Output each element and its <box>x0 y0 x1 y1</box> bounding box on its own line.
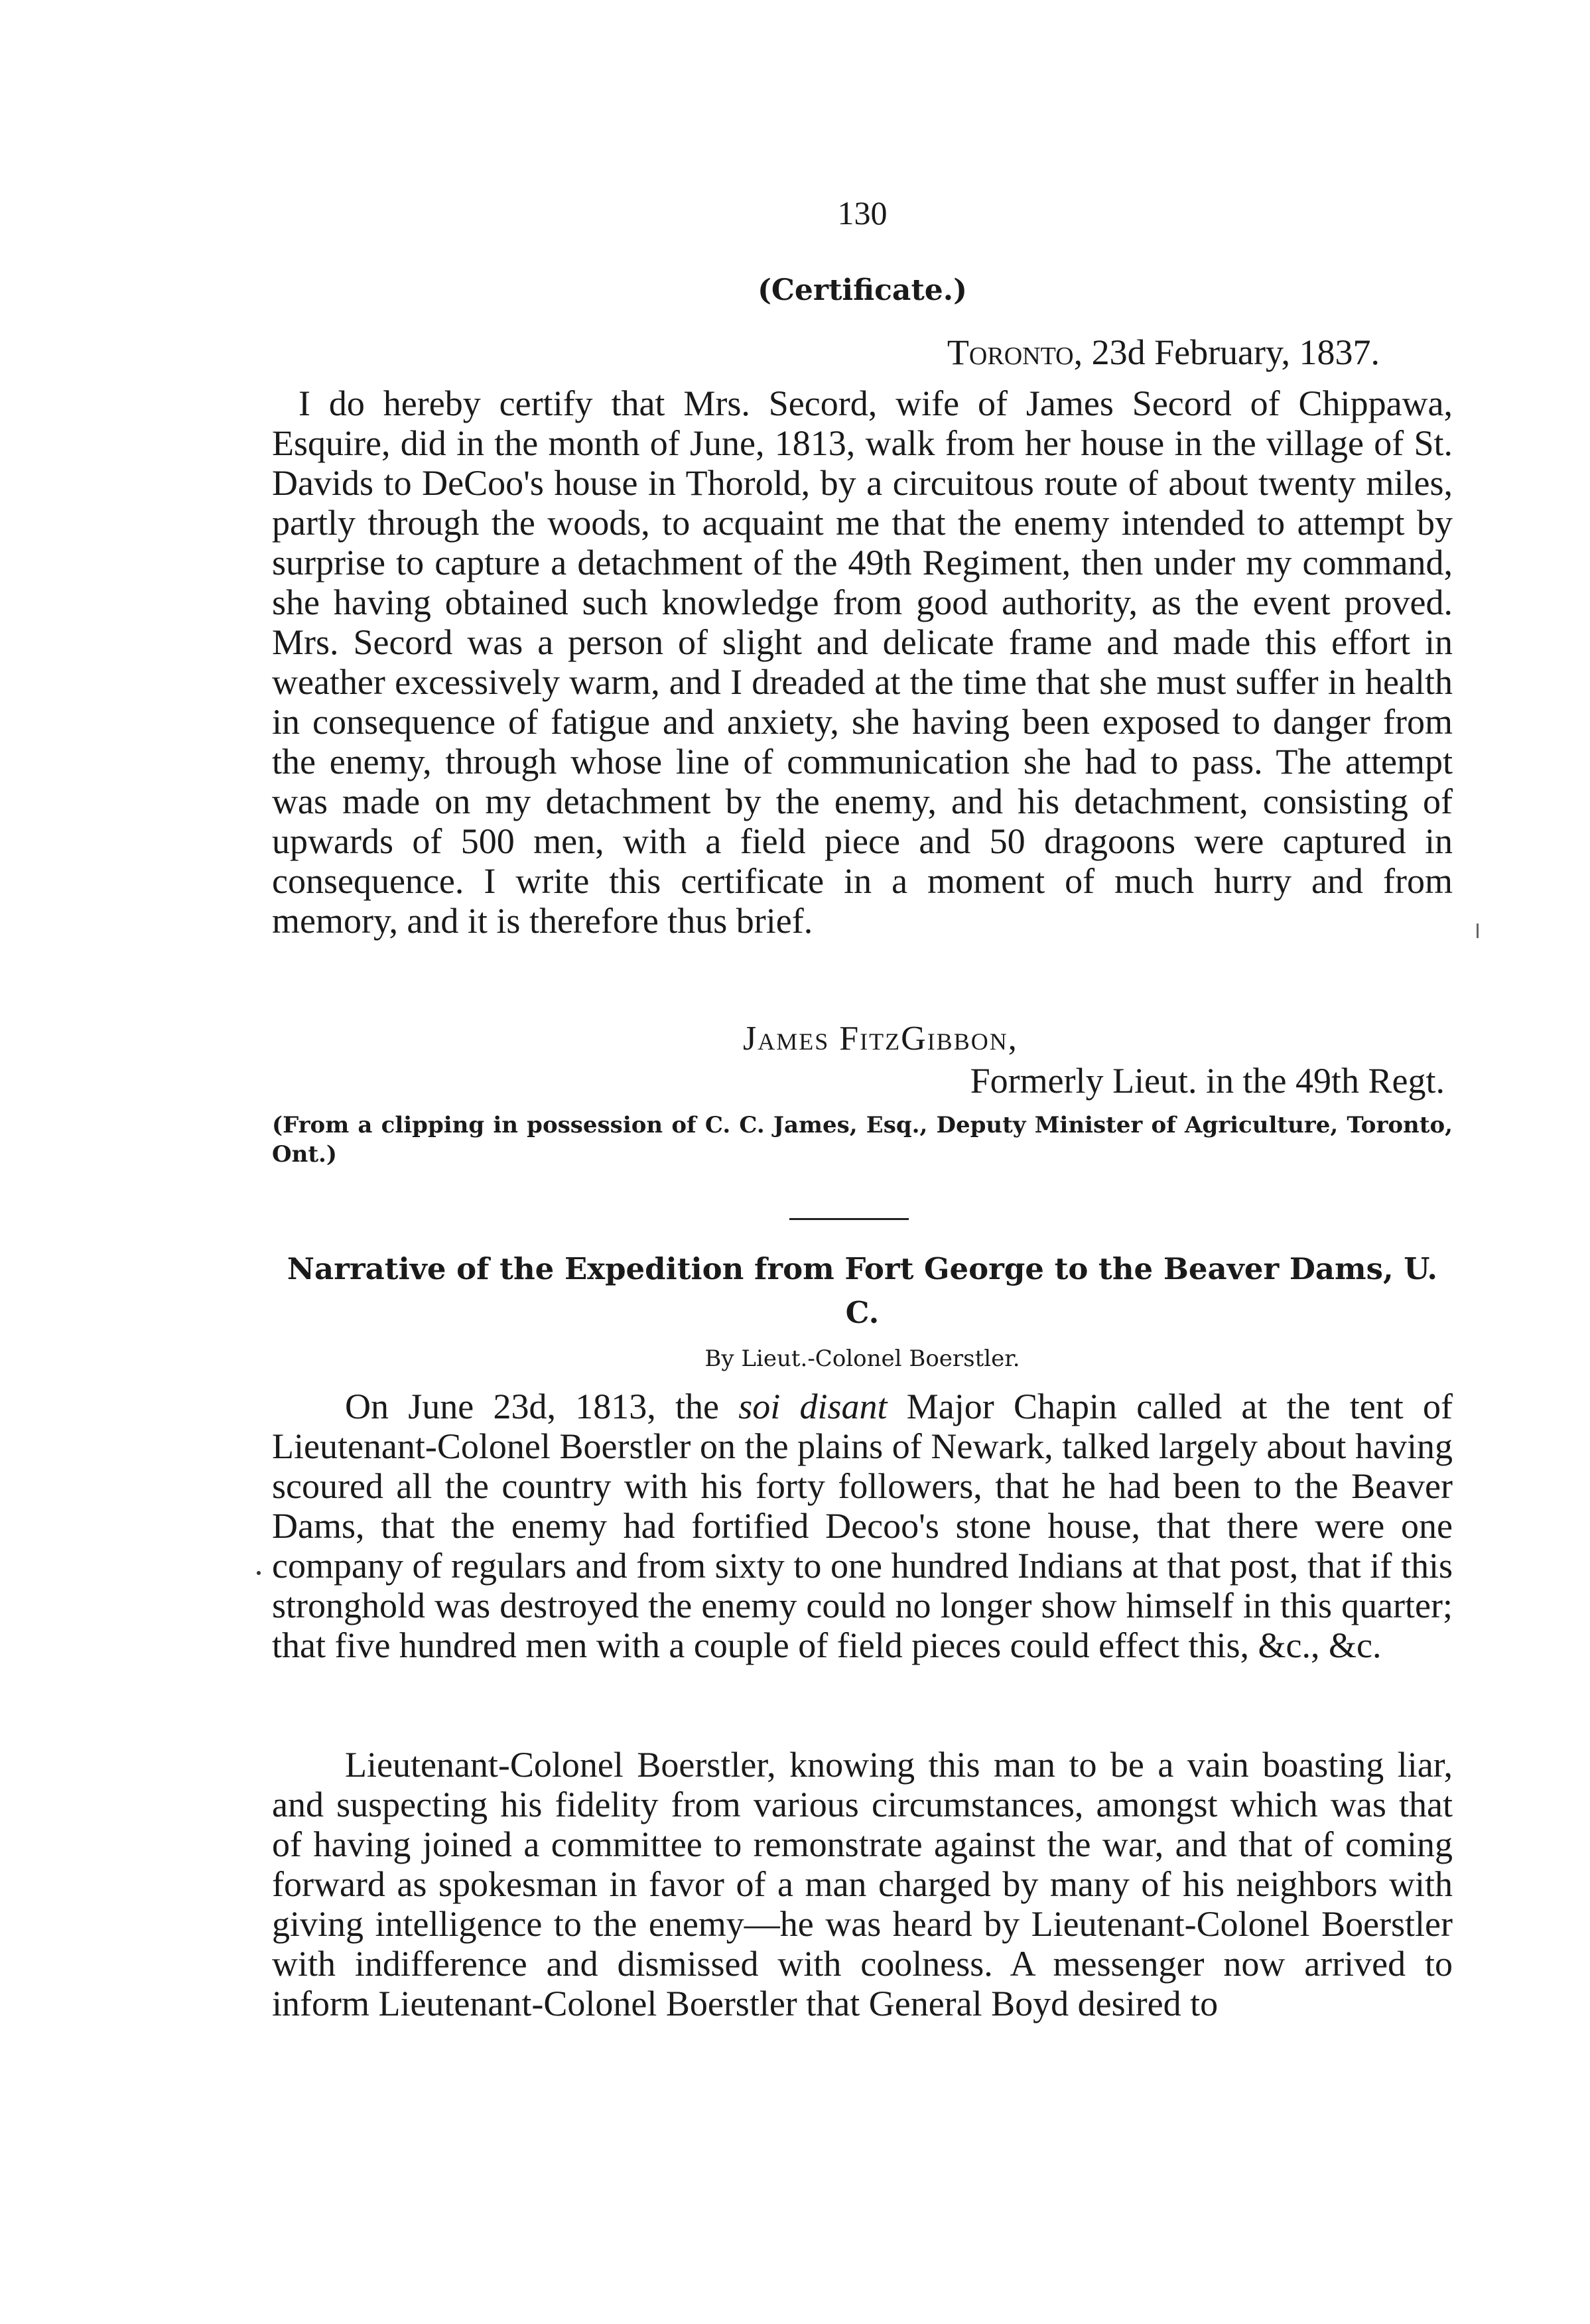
signature-title: Formerly Lieut. in the 49th Regt. <box>970 1061 1445 1101</box>
certificate-body: I do hereby certify that Mrs. Secord, wife of James Secord of Chippawa, Esquire, did in the month of June, 1813, walk from her house in the village of St. Davids to DeCoo's house in Thorold, by a circuitous route of about twenty miles, partly through the woods, to acquaint me that the enemy intended to attempt by surprise to capture a detachment of the 49th Regiment, then under my command, she having obtained such knowledge from good authority, as the event proved. Mrs. Secord was a person of slight and delicate frame and made this effort in weather excessively warm, and I dreaded at the time that she must suffer in health in consequence of fatigue and anxiety, she having been exposed to danger from the enemy, through whose line of communication she had to pass. The attempt was made on my detachment by the enemy, and his detachment, consisting of upwards of 500 men, with a field piece and 50 dragoons were captured in consequence. I write this certificate in a moment of much hurry and from memory, and it is therefore thus brief. <box>272 383 1453 941</box>
byline: By Lieut.-Colonel Boerstler. <box>704 1345 1020 1372</box>
margin-mark <box>1477 923 1479 938</box>
margin-mark <box>257 1571 261 1575</box>
narrative-paragraph-1 <box>272 1387 1453 1665</box>
dateline-date: , 23d February, 1837. <box>1073 332 1380 372</box>
narrative-title: Narrative of the Expedition from Fort George to the Beaver Dams, U. C. <box>287 1251 1438 1330</box>
dateline-place: Toronto <box>947 332 1074 372</box>
section-divider <box>789 1218 909 1220</box>
narrative-p1-after: Major Chapin called at the tent of Lieutenant-Colonel Boerstler on the plains of Newark, talked largely about having scoured all the country with his forty followers, that he had been to the Beaver Dams, that the enemy had fortified Decoo's stone house, that there were one company of regulars and from sixty to one hundred Indians at that post, that if this stronghold was destroyed the enemy could no longer show himself in this quarter; that five hundred men with a couple of field pieces could effect this, &c., &c. <box>272 1387 1453 1665</box>
narrative-p1-italic: soi disant <box>738 1387 888 1426</box>
page-number: 130 <box>837 194 888 232</box>
dateline <box>947 332 1380 373</box>
narrative-paragraph-2: Lieutenant-Colonel Boerstler, knowing this man to be a vain boasting liar, and suspecting his fidelity from various circumstances, amongst which was that of having joined a committee to remonstrate against the war, and that of coming forward as spokesman in favor of a man charged by many of his neighbors with giving intelligence to the enemy—he was heard by Lieutenant-Colonel Boerstler with indifference and dismissed with coolness. A messenger now arrived to inform Lieutenant-Colonel Boerstler that General Boyd desired to <box>272 1745 1453 2023</box>
source-note: (From a clipping in possession of C. C. James, Esq., Deputy Minister of Agriculture, Toronto, Ont.) <box>272 1112 1453 1168</box>
narrative-p1-before: On June 23d, 1813, the <box>345 1387 739 1426</box>
certificate-heading: (Certificate.) <box>758 273 967 307</box>
signature-name: James FitzGibbon, <box>743 1020 1018 1058</box>
